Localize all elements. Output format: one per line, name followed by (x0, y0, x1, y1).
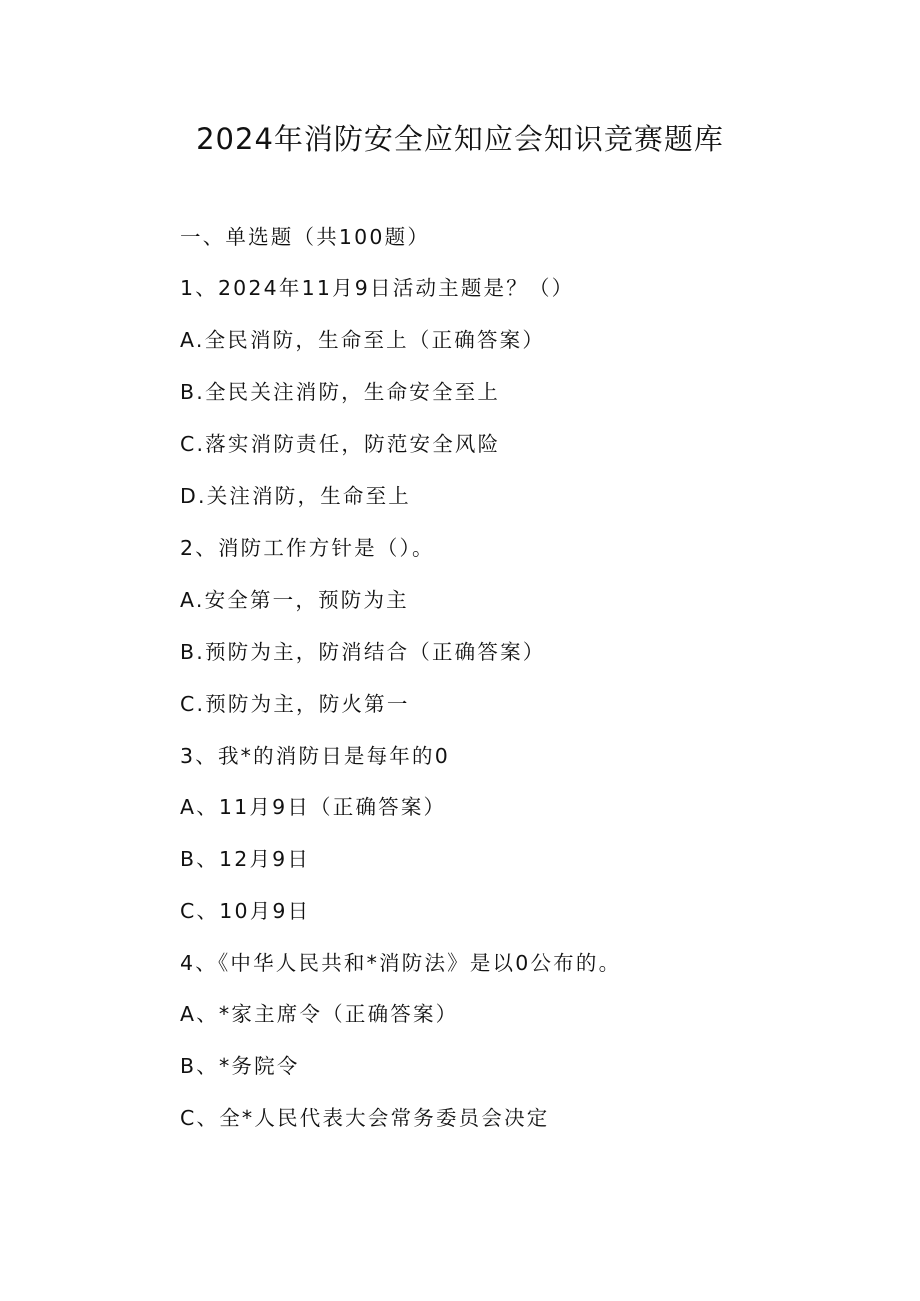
question-4-option-a: A、*家主席令（正确答案） (180, 1002, 459, 1026)
question-2: 2、消防工作方针是（）。 (180, 536, 435, 560)
question-2-option-a: A.安全第一，预防为主 (180, 588, 409, 612)
question-1-option-a: A.全民消防，生命至上（正确答案） (180, 328, 546, 352)
question-2-option-b: B.预防为主，防消结合（正确答案） (180, 640, 546, 664)
page-title: 2024年消防安全应知应会知识竞赛题库 (196, 122, 724, 156)
question-1-option-c: C.落实消防责任，防范安全风险 (180, 432, 501, 456)
section-heading: 一、单选题（共100题） (180, 225, 431, 249)
question-4-option-b: B、*务院令 (180, 1054, 300, 1078)
question-4-option-c: C、全*人民代表大会常务委员会决定 (180, 1106, 550, 1130)
question-3-option-c: C、10月9日 (180, 899, 311, 923)
question-3-option-b: B、12月9日 (180, 847, 311, 871)
question-3-option-a: A、11月9日（正确答案） (180, 795, 447, 819)
question-1-option-b: B.全民关注消防，生命安全至上 (180, 380, 501, 404)
question-2-option-c: C.预防为主，防火第一 (180, 692, 410, 716)
question-4: 4、《中华人民共和*消防法》是以0公布的。 (180, 951, 622, 975)
question-1: 1、2024年11月9日活动主题是？（） (180, 276, 575, 300)
question-3: 3、我*的消防日是每年的0 (180, 744, 450, 768)
question-1-option-d: D.关注消防，生命至上 (180, 484, 412, 508)
